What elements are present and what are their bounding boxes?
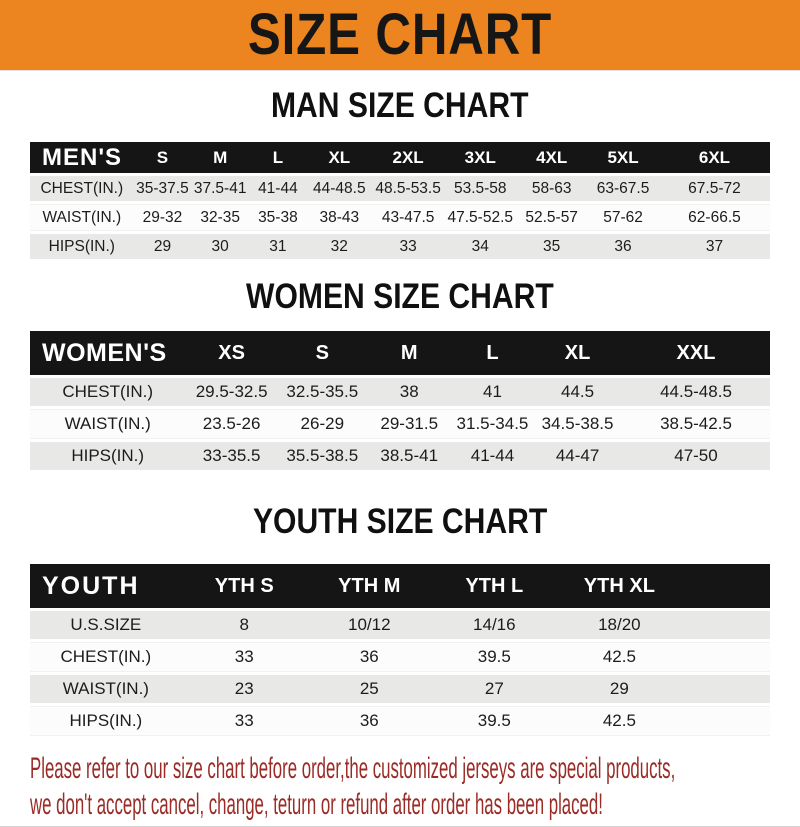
size-cell: 34.5-38.5 bbox=[533, 409, 622, 439]
size-cell: 35-38 bbox=[249, 204, 307, 231]
size-cell: 53.5-58 bbox=[444, 176, 516, 201]
size-cell: 25 bbox=[307, 675, 432, 703]
size-cell: 41-44 bbox=[249, 176, 307, 201]
column-header: 4XL bbox=[516, 142, 587, 173]
size-cell: 47.5-52.5 bbox=[444, 204, 516, 231]
row-label: HIPS(IN.) bbox=[30, 234, 134, 259]
size-cell: 30 bbox=[191, 234, 249, 259]
row-label: WAIST(IN.) bbox=[30, 409, 185, 439]
row-label: CHEST(IN.) bbox=[30, 642, 182, 672]
header-filler-cell bbox=[682, 564, 770, 608]
youth-heading-text: YOUTH SIZE CHART bbox=[252, 502, 548, 541]
youth-ussize-row bbox=[30, 611, 770, 639]
size-cell: 29.5-32.5 bbox=[185, 378, 278, 406]
size-cell: 32 bbox=[307, 234, 372, 259]
size-cell: 38-43 bbox=[307, 204, 372, 231]
column-header: XS bbox=[185, 331, 278, 375]
filler-cell bbox=[682, 706, 770, 736]
size-cell: 35-37.5 bbox=[134, 176, 192, 201]
size-cell: 44.5-48.5 bbox=[622, 378, 770, 406]
size-cell: 31.5-34.5 bbox=[452, 409, 533, 439]
column-header: M bbox=[367, 331, 452, 375]
womens-waist-row bbox=[30, 409, 770, 439]
size-cell: 36 bbox=[307, 642, 432, 672]
size-cell: 44.5 bbox=[533, 378, 622, 406]
size-cell: 43-47.5 bbox=[372, 204, 445, 231]
women-heading-text: WOMEN SIZE CHART bbox=[246, 277, 554, 316]
column-header: XL bbox=[307, 142, 372, 173]
column-header: S bbox=[134, 142, 192, 173]
size-cell: 47-50 bbox=[622, 442, 770, 470]
column-header: YTH XL bbox=[557, 564, 682, 608]
size-cell: 38 bbox=[367, 378, 452, 406]
womens-size-table bbox=[30, 328, 770, 473]
size-cell: 23 bbox=[182, 675, 307, 703]
column-header: YTH M bbox=[307, 564, 432, 608]
size-cell: 35 bbox=[516, 234, 587, 259]
size-cell: 23.5-26 bbox=[185, 409, 278, 439]
disclaimer-note bbox=[0, 751, 800, 823]
youth-table-label: YOUTH bbox=[30, 564, 182, 608]
man-heading-text: MAN SIZE CHART bbox=[271, 86, 529, 125]
mens-chest-row bbox=[30, 176, 770, 201]
mens-table-label: MEN'S bbox=[30, 142, 134, 173]
column-header: L bbox=[249, 142, 307, 173]
size-cell: 48.5-53.5 bbox=[372, 176, 445, 201]
youth-section-heading bbox=[0, 502, 800, 542]
size-cell: 42.5 bbox=[557, 706, 682, 736]
column-header: 6XL bbox=[659, 142, 770, 173]
size-cell: 38.5-41 bbox=[367, 442, 452, 470]
size-cell: 42.5 bbox=[557, 642, 682, 672]
row-label: CHEST(IN.) bbox=[30, 176, 134, 201]
size-cell: 29-31.5 bbox=[367, 409, 452, 439]
row-label: U.S.SIZE bbox=[30, 611, 182, 639]
womens-chest-row bbox=[30, 378, 770, 406]
womens-table-label: WOMEN'S bbox=[30, 331, 185, 375]
size-cell: 31 bbox=[249, 234, 307, 259]
disclaimer-line-2: we don't accept cancel, change, teturn or refund after order has been placed! bbox=[30, 788, 603, 821]
youth-hips-row bbox=[30, 706, 770, 736]
size-cell: 36 bbox=[587, 234, 659, 259]
row-label: HIPS(IN.) bbox=[30, 706, 182, 736]
size-cell: 39.5 bbox=[432, 642, 557, 672]
column-header: L bbox=[452, 331, 533, 375]
size-cell: 29-32 bbox=[134, 204, 192, 231]
size-cell: 29 bbox=[134, 234, 192, 259]
size-cell: 37.5-41 bbox=[191, 176, 249, 201]
filler-cell bbox=[682, 675, 770, 703]
women-section-heading bbox=[0, 277, 800, 317]
size-cell: 62-66.5 bbox=[659, 204, 770, 231]
size-cell: 38.5-42.5 bbox=[622, 409, 770, 439]
filler-cell bbox=[682, 642, 770, 672]
size-chart-banner bbox=[0, 0, 800, 71]
size-cell: 35.5-38.5 bbox=[278, 442, 367, 470]
size-cell: 44-47 bbox=[533, 442, 622, 470]
size-cell: 52.5-57 bbox=[516, 204, 587, 231]
mens-hips-row bbox=[30, 234, 770, 259]
column-header: 5XL bbox=[587, 142, 659, 173]
size-cell: 29 bbox=[557, 675, 682, 703]
mens-waist-row bbox=[30, 204, 770, 231]
youth-waist-row bbox=[30, 675, 770, 703]
filler-cell bbox=[682, 611, 770, 639]
size-cell: 57-62 bbox=[587, 204, 659, 231]
size-cell: 10/12 bbox=[307, 611, 432, 639]
size-cell: 36 bbox=[307, 706, 432, 736]
row-label: HIPS(IN.) bbox=[30, 442, 185, 470]
size-cell: 32.5-35.5 bbox=[278, 378, 367, 406]
size-cell: 63-67.5 bbox=[587, 176, 659, 201]
womens-hips-row bbox=[30, 442, 770, 470]
mens-header-row bbox=[30, 142, 770, 173]
size-cell: 18/20 bbox=[557, 611, 682, 639]
size-cell: 33 bbox=[372, 234, 445, 259]
size-cell: 41-44 bbox=[452, 442, 533, 470]
womens-header-row bbox=[30, 331, 770, 375]
size-cell: 33 bbox=[182, 706, 307, 736]
size-cell: 34 bbox=[444, 234, 516, 259]
size-cell: 14/16 bbox=[432, 611, 557, 639]
size-cell: 27 bbox=[432, 675, 557, 703]
size-cell: 67.5-72 bbox=[659, 176, 770, 201]
row-label: CHEST(IN.) bbox=[30, 378, 185, 406]
youth-header-row bbox=[30, 564, 770, 608]
column-header: YTH L bbox=[432, 564, 557, 608]
size-cell: 33 bbox=[182, 642, 307, 672]
man-section-heading bbox=[0, 86, 800, 126]
column-header: XL bbox=[533, 331, 622, 375]
row-label: WAIST(IN.) bbox=[30, 675, 182, 703]
size-cell: 33-35.5 bbox=[185, 442, 278, 470]
column-header: 2XL bbox=[372, 142, 445, 173]
size-cell: 41 bbox=[452, 378, 533, 406]
size-cell: 26-29 bbox=[278, 409, 367, 439]
disclaimer-line-1: Please refer to our size chart before order,the customized jerseys are special products, bbox=[30, 752, 676, 785]
youth-chest-row bbox=[30, 642, 770, 672]
size-cell: 8 bbox=[182, 611, 307, 639]
size-cell: 39.5 bbox=[432, 706, 557, 736]
banner-title: SIZE CHART bbox=[247, 2, 553, 67]
size-cell: 37 bbox=[659, 234, 770, 259]
row-label: WAIST(IN.) bbox=[30, 204, 134, 231]
size-cell: 58-63 bbox=[516, 176, 587, 201]
size-cell: 32-35 bbox=[191, 204, 249, 231]
youth-size-table bbox=[30, 561, 770, 739]
mens-size-table bbox=[30, 139, 770, 262]
column-header: YTH S bbox=[182, 564, 307, 608]
column-header: 3XL bbox=[444, 142, 516, 173]
column-header: S bbox=[278, 331, 367, 375]
size-cell: 44-48.5 bbox=[307, 176, 372, 201]
column-header: XXL bbox=[622, 331, 770, 375]
column-header: M bbox=[191, 142, 249, 173]
